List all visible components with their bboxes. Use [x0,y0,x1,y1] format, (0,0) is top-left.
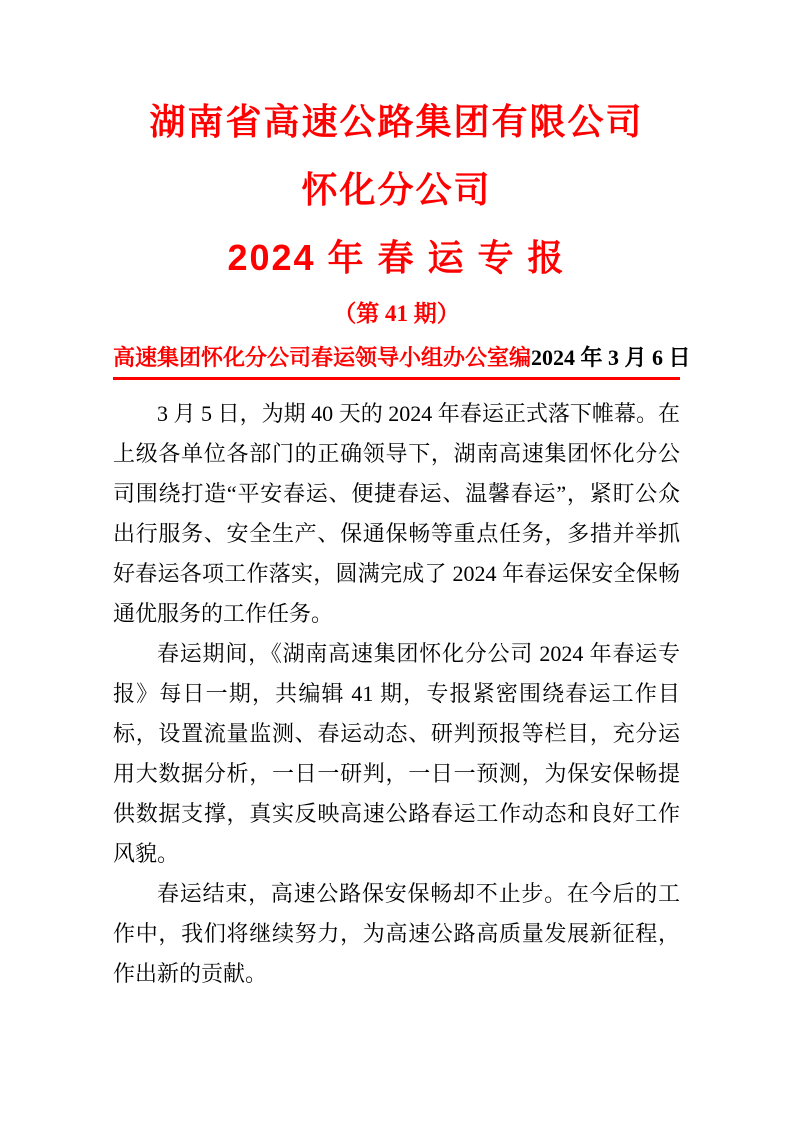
issue-number: （第 41 期） [333,301,460,326]
document-content [113,0,691,994]
body-paragraph-3: 春运结束，高速公路保安保畅却不止步。在今后的工作中，我们将继续努力，为高速公路高质量发展新征程，作出新的贡献。 [113,881,680,986]
masthead-line [113,344,691,380]
editor-office: 高速集团怀化分公司春运领导小组办公室编 [113,345,532,370]
doc-title-report: 2024 年 春 运 专 报 [227,237,566,278]
doc-title-branch: 怀化分公司 [301,169,492,210]
body-paragraph-2: 春运期间，《湖南高速集团怀化分公司 2024 年春运专报》每日一期，共编辑 41 期，专报紧密围绕春运工作目标，设置流量监测、春运动态、研判预报等栏目，充分运用大数据分析，一日一研判，一日一预测，为保安保畅提供数据支撑，真实反映高速公路春运工作动态和良好工作风貌。 [113,641,680,866]
document-body [113,394,680,994]
body-paragraph-1: 3 月 5 日，为期 40 天的 2024 年春运正式落下帷幕。在上级各单位各部门的正确领导下，湖南高速集团怀化分公司围绕打造“平安春运、便捷春运、温馨春运”，紧盯公众出行服务、安全生产、保通保畅等重点任务，多措并举抓好春运各项工作落实，圆满完成了 2024 年春运保安全保畅通优服务的工作任务。 [113,401,680,626]
doc-title-company: 湖南省高速公路集团有限公司 [149,101,644,142]
title-block [113,0,680,336]
issue-date: 2024 年 3 月 6 日 [531,345,691,370]
